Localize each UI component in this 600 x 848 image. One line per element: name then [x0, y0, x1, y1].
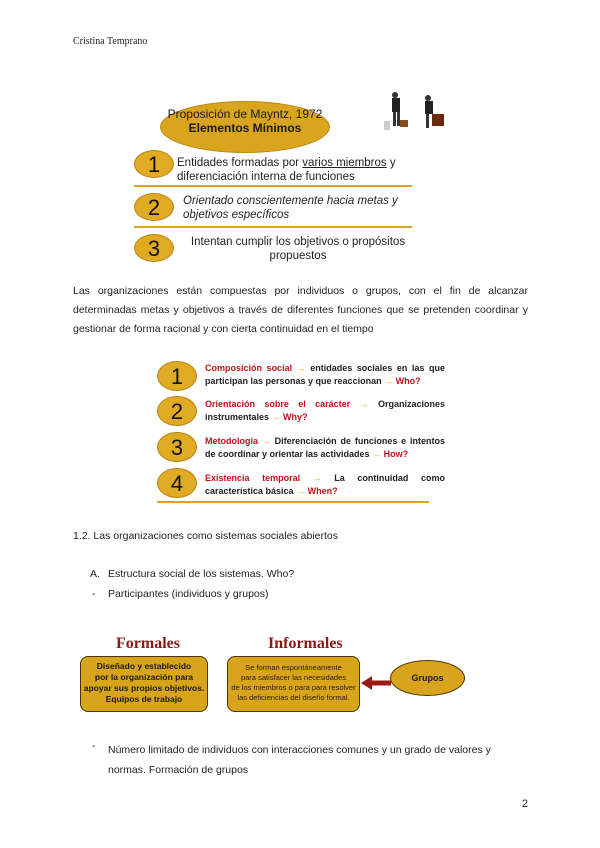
intro-paragraph: Las organizaciones están compuestas por individuos o grupos, con el fin de alcanzar determinadas metas y objetivos a través de diferentes funciones que se pretenden coordinar y gestionar de forma racional y con cierta continuidad en el tiempo: [73, 285, 528, 335]
figure1-item-3: Intentan cumplir los objetivos o propósitos propuestos: [190, 236, 406, 262]
business-people-icon: [384, 92, 446, 134]
figure2-number-2: 2: [157, 396, 197, 426]
formales-label: Formales: [116, 635, 180, 652]
list-a-marker: A.: [90, 568, 100, 580]
formales-box: Diseñado y establecido por la organización para apoyar sus propios objetivos. Equipos de trabajo: [80, 656, 208, 712]
figure2-bottom-rule: [157, 501, 429, 503]
arrow-left-icon: [361, 676, 391, 690]
figure2-item-4: Existencia temporal → La continuidad como característica básica → When?: [205, 473, 445, 496]
grupos-ellipse: Grupos: [390, 660, 465, 696]
figure1-divider-1: [134, 185, 412, 187]
bullet2-text: Número limitado de individuos con interacciones comunes y un grado de valores y normas. Formación de grupos: [108, 744, 491, 776]
figure1-divider-2: [134, 226, 412, 228]
header-author: Cristina Temprano: [73, 36, 148, 47]
figure2-number-4: 4: [157, 468, 197, 498]
section-title: 1.2. Las organizaciones como sistemas sociales abiertos: [73, 530, 338, 542]
informales-label: Informales: [268, 635, 343, 652]
figure2-item-1: Composición social → entidades sociales en las que participan las personas y que reaccionan → Who?: [205, 363, 445, 386]
figure1-item-1: Entidades formadas por varios miembros y diferenciación interna de funciones: [177, 157, 396, 183]
figure1-item-2: Orientado conscientemente hacia metas y objetivos específicos: [183, 195, 398, 221]
figure1-number-1: 1: [134, 150, 174, 178]
figure1-number-3: 3: [134, 234, 174, 262]
figure2-item-3: Metodología → Diferenciación de funciones e intentos de coordinar y orientar las actividades → How?: [205, 436, 445, 459]
figure2-item-2: Orientación sobre el carácter → Organizaciones instrumentales → Why?: [205, 399, 445, 422]
page-number: 2: [521, 798, 528, 810]
mayntz-title-ellipse: [160, 101, 330, 153]
bullet2-marker: -: [92, 740, 96, 752]
figure1-number-2: 2: [134, 193, 174, 221]
list-b-marker: -: [92, 588, 96, 600]
list-a-text: Estructura social de los sistemas. Who?: [108, 568, 295, 580]
figure2-number-3: 3: [157, 432, 197, 462]
figure1-title: Proposición de Mayntz, 1972: [167, 107, 323, 121]
figure1-subtitle: Elementos Mínimos: [188, 121, 302, 135]
figure2-number-1: 1: [157, 361, 197, 391]
list-b-text: Participantes (individuos y grupos): [108, 588, 269, 600]
informales-box: Se forman espontáneamente para satisfacer las necesidades de los miembros o para para resolver las deficiencias del diseño formal.: [227, 656, 360, 712]
